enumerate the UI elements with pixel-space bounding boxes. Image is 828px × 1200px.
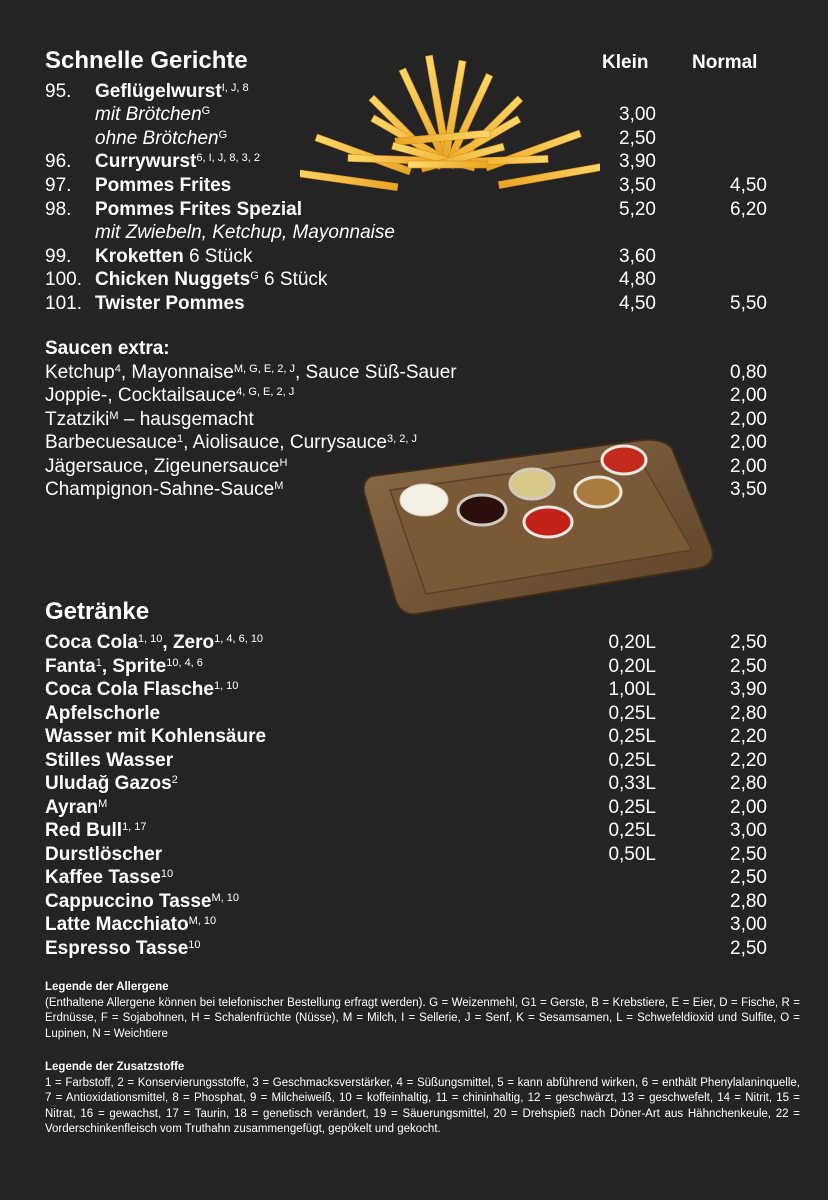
menu-item-row [0,245,828,268]
menu-item-row [0,150,828,173]
item-name-text: Currywurst [95,151,197,172]
item-name-text: Pommes Frites Spezial [95,199,302,220]
item-name [95,127,227,150]
item-number: 96. [45,151,72,172]
drink-row [0,819,828,842]
drink-text: Coca Cola Flasche [45,679,214,700]
allergen-superscript: M [274,480,284,492]
menu-item-row [0,103,828,126]
sauce-row [0,478,828,501]
sauce-text: , Sauce Süß-Sauer [295,362,457,383]
allergen-superscript: 1, 17 [122,821,147,833]
sauce-price: 2,00 [730,456,767,477]
drink-text: , Sprite [101,655,167,677]
item-name [95,80,249,103]
drink-size: 0,25L [608,749,656,771]
drink-size: 0,25L [608,726,656,747]
allergen-superscript: 3, 2, J [387,433,417,445]
drink-text: Kaffee Tasse [45,867,161,888]
drink-text: Durstlöscher [45,843,163,865]
drink-price: 3,00 [730,914,767,935]
price-klein: 4,50 [619,293,656,314]
price-normal: 4,50 [730,175,767,196]
drink-price: 2,80 [730,702,767,724]
drink-name [45,725,266,748]
item-name-text: Chicken Nuggets [95,269,251,290]
drink-price: 2,50 [730,867,767,888]
item-name-text: ohne Brötchen [95,128,219,149]
item-name-text: Kroketten [95,246,184,267]
drink-size: 0,20L [608,655,656,677]
drink-row [0,843,828,866]
item-name [95,221,395,244]
allergen-superscript: I, J, 8 [221,82,249,94]
drink-text: Stilles Wasser [45,749,174,771]
drink-row [0,678,828,701]
allergen-superscript: 1, 10 [213,680,239,692]
allergen-superscript: 10 [188,938,201,951]
drink-price: 3,90 [730,679,767,700]
item-name [95,198,302,221]
drink-price: 2,50 [730,937,767,959]
drink-row [0,631,828,654]
allergen-superscript: 4 [114,363,121,375]
sauce-name [45,384,294,407]
drink-row [0,796,828,819]
section-title-schnelle-gerichte: Schnelle Gerichte [45,47,248,74]
drink-size: 0,33L [608,773,656,794]
additive-legend-text: 1 = Farbstoff, 2 = Konservierungsstoffe, 3 = Geschmacksverstärker, 4 = Süßungsmittel, 5 = kann abführend wirken, 6 = enthält Phenylalaninquelle, 7 = Antioxidationsmittel, 8 = Phosphat, 9 = Milcheiweiß, 10 = koffeinhaltig, 11 = chininhaltig, 12 = geschwärzt, 13 = geschwefelt, 14 = Nitrit, 15 = Nitrat, 16 = gewachst, 17 = Taurin, 18 = genetisch verändert, 19 = Säuerungsmittel, 20 = Drehspieß nach Döner-Art aus Hähnchenkeule, 22 = Vorderschinkenfleisch vom Truthahn zusammengefügt, gepökelt und gekocht. [45,1076,800,1135]
item-number: 97. [45,175,72,196]
drink-text: Red Bull [45,820,123,841]
drink-name [45,796,107,819]
price-klein: 5,20 [619,199,656,220]
sauce-row [0,455,828,478]
drink-price: 2,50 [730,655,767,677]
sauce-row [0,431,828,454]
allergen-legend [45,980,800,1042]
drink-price: 2,50 [730,843,767,865]
drink-size: 0,20L [608,632,656,653]
section-title-getraenke: Getränke [45,598,150,625]
drink-row [0,749,828,772]
allergen-superscript: M, G, E, 2, J [233,363,295,375]
drink-row [0,725,828,748]
allergen-superscript: G [250,270,259,282]
drink-text: Wasser mit Kohlensäure [45,726,267,747]
sauce-text: Champignon-Sahne-Sauce [45,479,275,500]
drink-price: 2,80 [730,890,767,912]
sauce-price: 3,50 [730,479,767,500]
allergen-superscript: 1, 4, 6, 10 [214,633,264,645]
drink-size: 0,25L [608,702,656,724]
item-name-text: Geflügelwurst [95,81,222,102]
drink-text: Coca Cola [45,632,138,653]
drink-size: 0,50L [608,843,656,865]
item-number: 100. [45,269,82,290]
item-name-text: Twister Pommes [95,293,245,314]
allergen-superscript: G [201,105,211,117]
item-number: 95. [45,81,72,102]
allergen-superscript: G [218,129,228,141]
drink-row [0,913,828,936]
additive-legend-title: Legende der Zusatzstoffe [45,1061,185,1073]
column-header-normal: Normal [692,52,758,73]
menu-item-row [0,268,828,291]
item-number: 101. [45,293,82,314]
additive-legend [45,1060,800,1138]
drink-text: Apfelschorle [45,702,161,724]
allergen-superscript: M [109,410,119,422]
item-name [95,174,231,197]
drink-row [0,702,828,725]
sauce-name [45,478,283,501]
drink-price: 2,50 [730,632,767,653]
sauce-text: Joppie-, Cocktailsauce [45,385,237,406]
price-klein: 3,60 [619,246,656,267]
sauce-name [45,431,417,454]
allergen-superscript: 4, G, E, 2, J [236,386,295,398]
drink-name [45,631,263,654]
item-extra: 6 Stück [183,246,253,267]
allergen-legend-text: (Enthaltene Allergene können bei telefonischer Bestellung erfragt werden). G = Weizenmehl, G1 = Gerste, B = Krebstiere, E = Eier, D = Fische, R = Erdnüsse, F = Sojabohnen, H = Schalenfrüchte (Nüsse), M = Milch, I = Sellerie, J = Senf, K = Sesamsamen, L = Schwefeldioxid und Sulfite, O = Lupinen, N = Weichtiere [45,996,800,1040]
drink-size: 1,00L [608,679,656,700]
drink-text: , Zero [162,632,215,653]
item-extra: 6 Stück [258,269,328,290]
drink-text: Fanta [45,655,96,677]
drink-name [45,749,173,772]
price-klein: 3,90 [619,151,656,172]
item-name-text: mit Brötchen [95,104,202,125]
menu-item-row [0,127,828,150]
drink-text: Uludağ Gazos [45,773,172,794]
allergen-superscript: M [98,797,108,810]
sauce-price: 0,80 [730,362,767,383]
sauce-text: , Mayonnaise [120,362,234,383]
price-normal: 6,20 [730,199,767,220]
item-name-text: Pommes Frites [95,175,232,196]
drink-name [45,702,160,725]
item-name [95,150,260,173]
sauce-name [45,408,254,431]
menu-item-row [0,80,828,103]
drink-text: Latte Macchiato [45,914,189,935]
drink-price: 2,00 [730,796,767,818]
item-name [95,268,327,291]
sauce-row [0,384,828,407]
allergen-superscript: 1 [177,433,184,445]
drink-row [0,655,828,678]
allergen-superscript: M, 10 [211,891,239,904]
drink-price: 3,00 [730,820,767,841]
menu-item-row [0,221,828,244]
item-name-text: mit Zwiebeln, Ketchup, Mayonnaise [95,222,395,243]
drink-name [45,655,203,678]
drink-name [45,913,216,936]
drink-name [45,772,178,795]
sauce-text: Tzatziki [45,409,110,430]
item-name [95,292,245,315]
drink-price: 2,20 [730,726,767,747]
sauce-text: Jägersauce, Zigeunersauce [45,456,280,477]
sauce-text: , Aiolisauce, Currysauce [183,432,387,453]
item-number: 99. [45,246,72,267]
allergen-superscript: H [279,457,288,469]
drink-row [0,937,828,960]
price-normal: 5,50 [730,293,767,314]
drink-price: 2,80 [730,773,767,794]
drink-text: Cappuccino Tasse [45,890,212,912]
drink-name [45,937,201,960]
price-klein: 3,00 [619,104,656,125]
drink-row [0,772,828,795]
sauce-price: 2,00 [730,385,767,406]
drink-name [45,866,173,889]
allergen-superscript: 10 [160,868,174,880]
allergen-superscript: 10, 4, 6 [166,656,203,669]
sauce-text: Barbecuesauce [45,432,178,453]
item-name [95,103,210,126]
allergen-superscript: 1, 10 [137,633,163,645]
sauce-row [0,361,828,384]
drink-name [45,843,162,866]
section-title-saucen: Saucen extra: [45,338,170,359]
menu-item-row [0,174,828,197]
allergen-superscript: 1 [95,656,102,669]
allergen-superscript: 2 [171,774,178,786]
sauce-name [45,455,287,478]
price-klein: 4,80 [619,269,656,290]
drink-row [0,890,828,913]
allergen-superscript: M, 10 [188,915,217,927]
price-klein: 2,50 [619,128,656,149]
item-number: 98. [45,199,72,220]
sauce-text: Ketchup [45,362,115,383]
price-klein: 3,50 [619,175,656,196]
allergen-legend-title: Legende der Allergene [45,981,169,993]
drink-name [45,890,239,913]
sauce-price: 2,00 [730,409,767,430]
drink-price: 2,20 [730,749,767,771]
menu-item-row [0,292,828,315]
drink-size: 0,25L [608,796,656,818]
drink-name [45,819,147,842]
column-header-klein: Klein [602,52,649,73]
sauce-row [0,408,828,431]
sauce-text: – hausgemacht [118,409,254,430]
drink-text: Espresso Tasse [45,937,189,959]
sauce-name [45,361,457,384]
drink-row [0,866,828,889]
allergen-superscript: 6, I, J, 8, 3, 2 [196,152,260,164]
sauce-price: 2,00 [730,432,767,453]
drink-text: Ayran [45,796,99,818]
drink-name [45,678,238,701]
menu-item-row [0,198,828,221]
item-name [95,245,252,268]
drink-size: 0,25L [608,820,656,841]
